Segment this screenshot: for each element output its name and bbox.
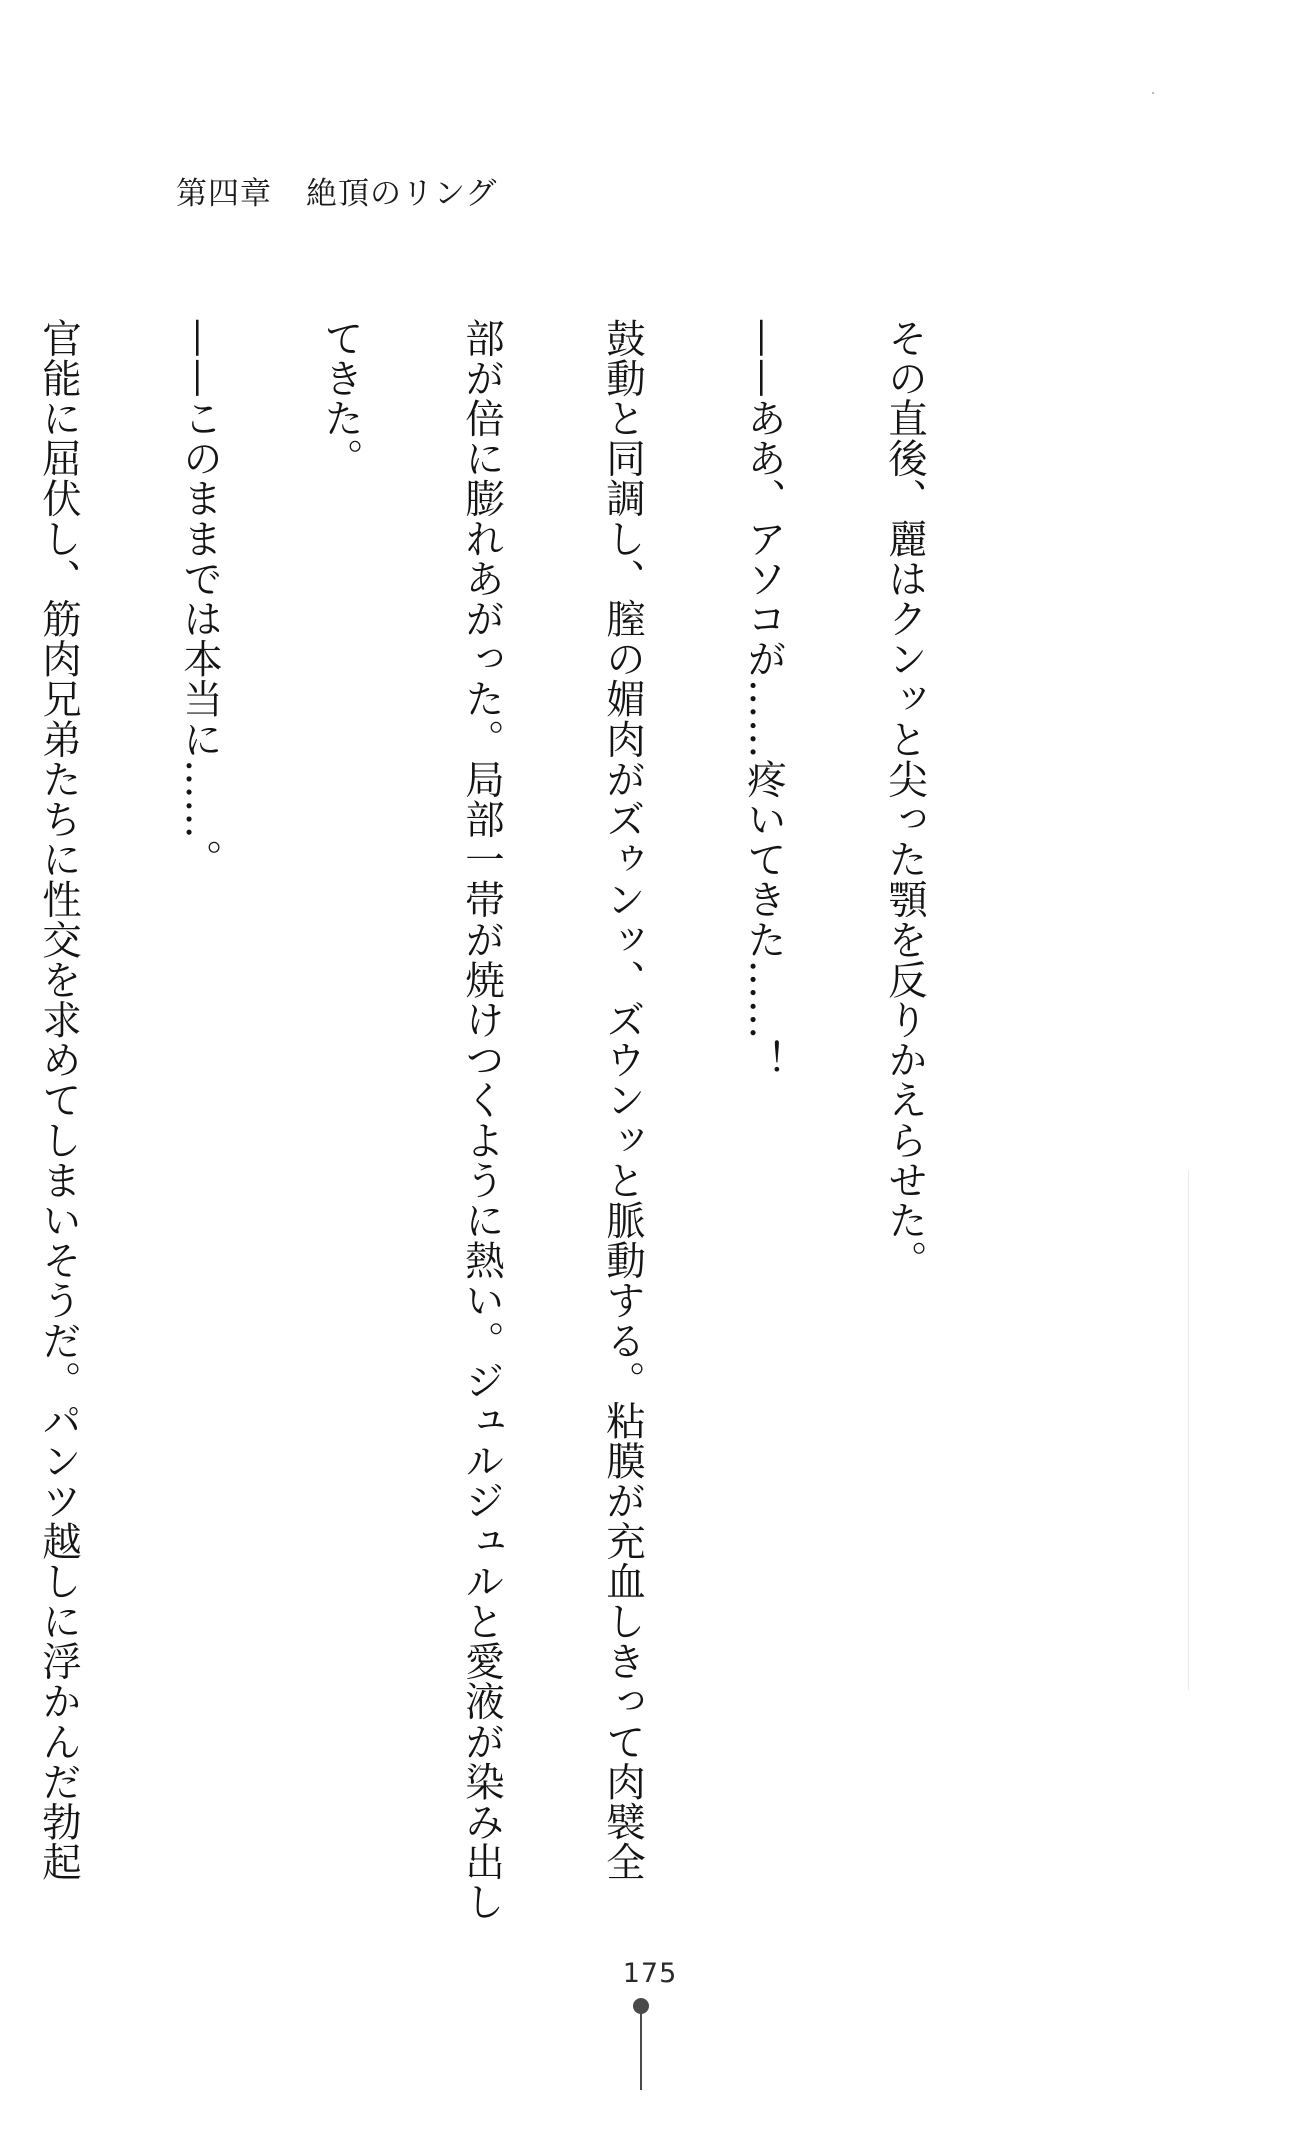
- body-text: [0, 318, 1012, 1922]
- scan-shadow: [1188, 1170, 1189, 1690]
- text-line: ——このままでは本当に……。: [177, 318, 223, 880]
- print-speck: [1152, 92, 1154, 94]
- text-line: その直後、麗はクンッと尖った顎を反りかえらせた。: [882, 318, 928, 1281]
- folio-ornament: [633, 1998, 649, 2090]
- text-line: ——ああ、アソコが……疼いてきた……！: [741, 318, 787, 1080]
- text-line: てきた。: [318, 318, 364, 479]
- chapter-title: 絶頂のリング: [306, 176, 498, 212]
- running-head: [176, 168, 497, 213]
- text-line: 官能に屈伏し、筋肉兄弟たちに性交を求めてしまいそうだ。パンツ越しに浮かんだ勃起: [36, 318, 82, 1882]
- text-line: 鼓動と同調し、膣の媚肉がズゥンッ、ズウンッと脈動する。粘膜が充血しきって肉襞全: [600, 318, 646, 1882]
- folio-stem: [640, 2012, 642, 2090]
- page-number: 175: [622, 1958, 678, 1989]
- chapter-number: 第四章: [176, 176, 272, 212]
- text-line: 部が倍に膨れあがった。局部一帯が焼けつくように熱い。ジュルジュルと愛液が染み出し: [459, 318, 505, 1922]
